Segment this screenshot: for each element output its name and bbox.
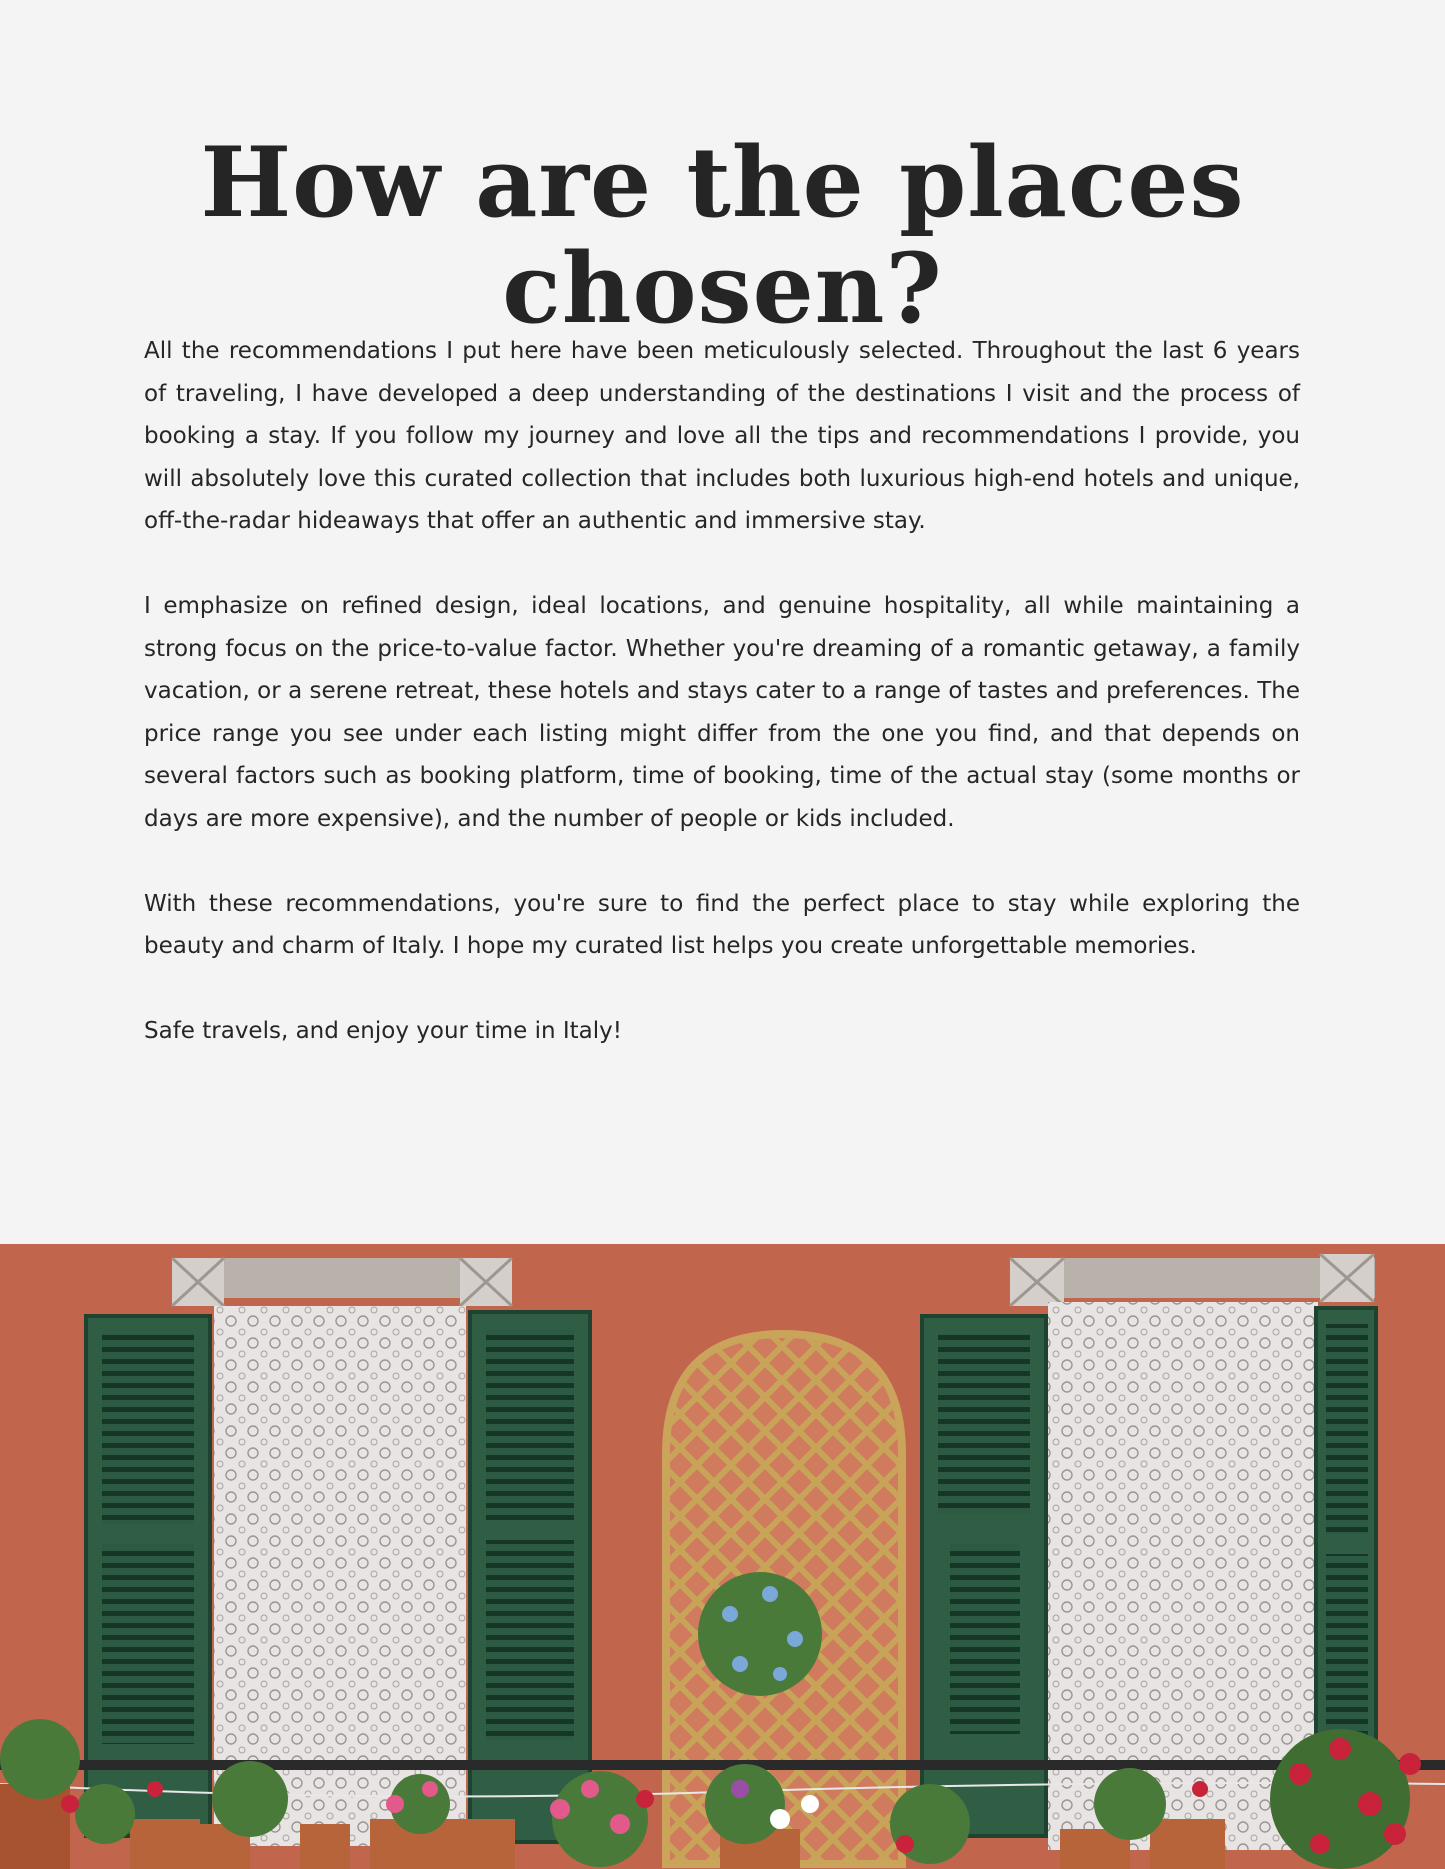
facade-photo — [0, 1244, 1445, 1869]
paragraph-signoff: Safe travels, and enjoy your time in Italy! — [144, 1017, 622, 1044]
trellis — [666, 1334, 902, 1864]
body-text — [144, 330, 1300, 1094]
paragraph-criteria: I emphasize on refined design, ideal locations, and genuine hospitality, all while maintaining a strong focus on the price-to-value factor. Whether you're dreaming of a romantic getaway, a family vacation, or a serene retreat, these hotels and stays cater to a range of tastes and preferences. The price range you see under each listing might differ from the one you find, and that depends on several factors such as booking platform, time of booking, time of the actual stay (some months or days are more expensive), and the number of people or kids included. — [144, 592, 1300, 832]
paragraph-closing: With these recommendations, you're sure to find the perfect place to stay while exploring the beauty and charm of Italy. I hope my curated list helps you create unforgettable memories. — [144, 890, 1300, 960]
left-shutter-1 — [86, 1316, 210, 1836]
paragraph-intro: All the recommendations I put here have been meticulously selected. Throughout the last 6 years of traveling, I have developed a deep understanding of the destinations I visit and the process of booking a stay. If you follow my journey and love all the tips and recommendations I provide, you will absolutely love this curated collection that includes both luxurious high-end hotels and unique, off-the-radar hideaways that offer an authentic and immersive stay. — [144, 338, 1300, 535]
balcony-railing — [0, 1760, 1445, 1770]
italian-facade-photo — [0, 1244, 1445, 1869]
right-shutter-1 — [922, 1316, 1046, 1836]
page-title: How are the places chosen? — [200, 126, 1245, 345]
